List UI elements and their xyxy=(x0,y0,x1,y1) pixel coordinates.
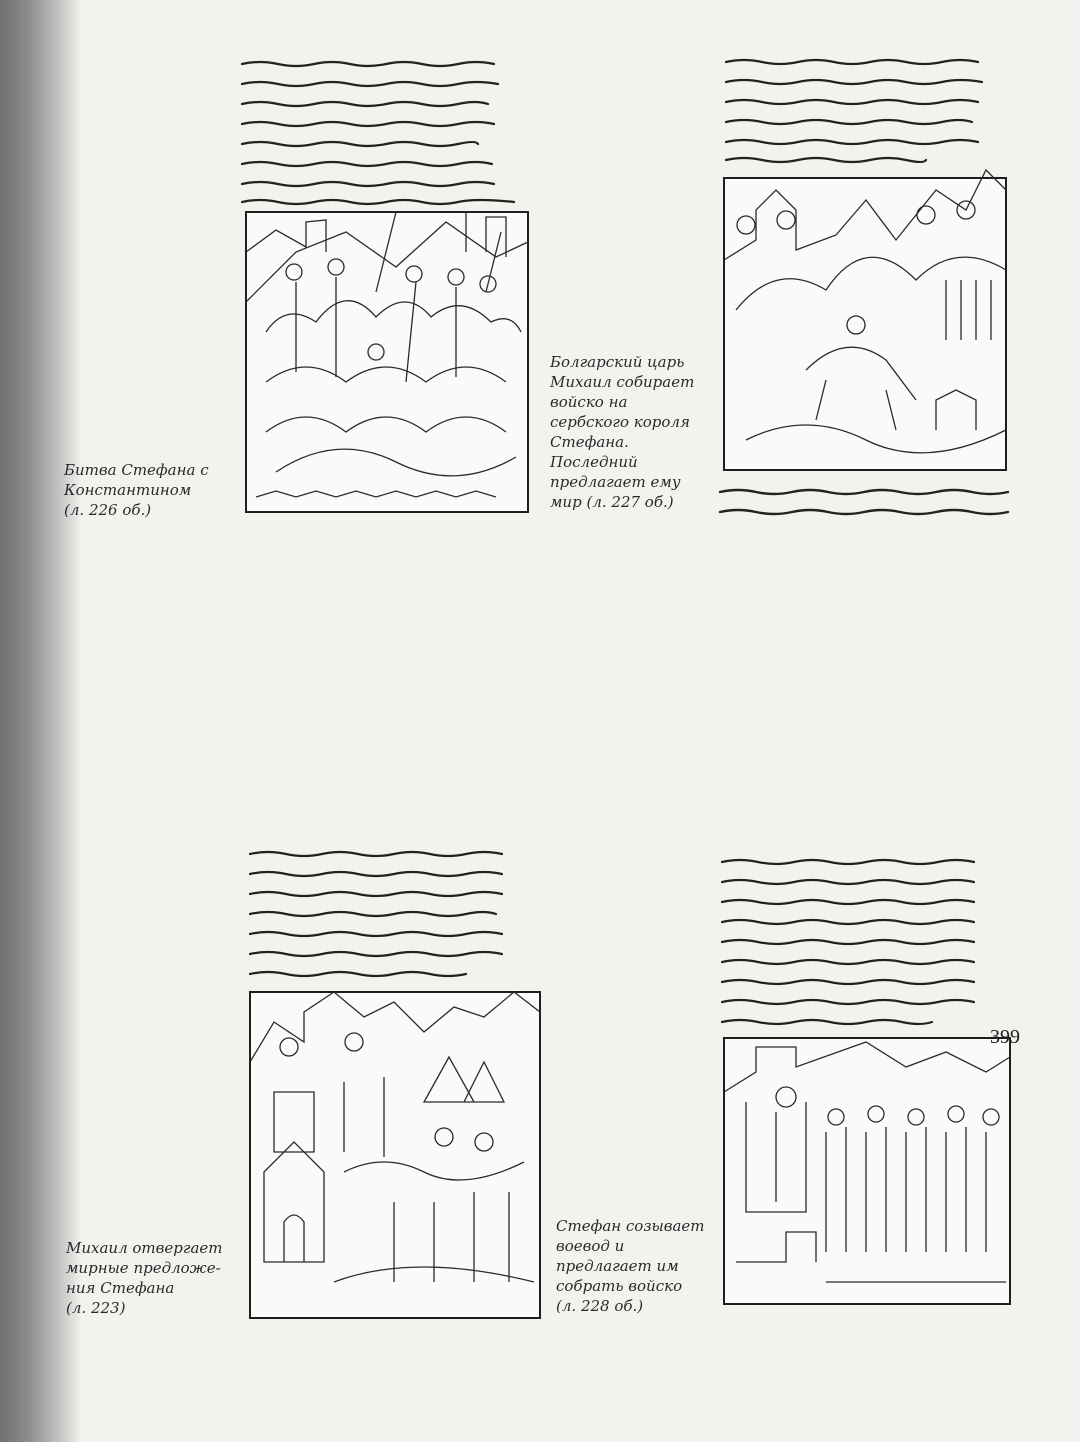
miniature-mikhail-gathers xyxy=(716,50,1034,530)
miniature-mikhail-rejects xyxy=(244,842,554,1320)
miniature-stefan-summons-drawing xyxy=(716,842,1028,1308)
miniature-battle-drawing xyxy=(236,52,546,514)
caption-battle: Битва Стефана с Константином (л. 226 об.) xyxy=(64,461,209,519)
miniature-mikhail-gathers-drawing xyxy=(716,50,1034,530)
page-number: 399 xyxy=(990,1026,1020,1048)
miniature-battle xyxy=(236,52,546,514)
caption-mikhail-rejects: Михаил отвергает мирные предложе- ния Стефана (л. 223) xyxy=(66,1239,223,1317)
miniature-mikhail-rejects-drawing xyxy=(244,842,554,1320)
miniature-stefan-summons xyxy=(716,842,1028,1308)
caption-stefan-summons: Стефан созывает воевод и предлагает им собрать войско (л. 228 об.) xyxy=(556,1217,705,1315)
caption-mikhail-gathers: Болгарский царь Михаил собирает войско на сербского короля Стефана. Последний предлагает ему мир (л. 227 об.) xyxy=(550,353,695,511)
book-gutter-shadow xyxy=(0,0,82,1442)
